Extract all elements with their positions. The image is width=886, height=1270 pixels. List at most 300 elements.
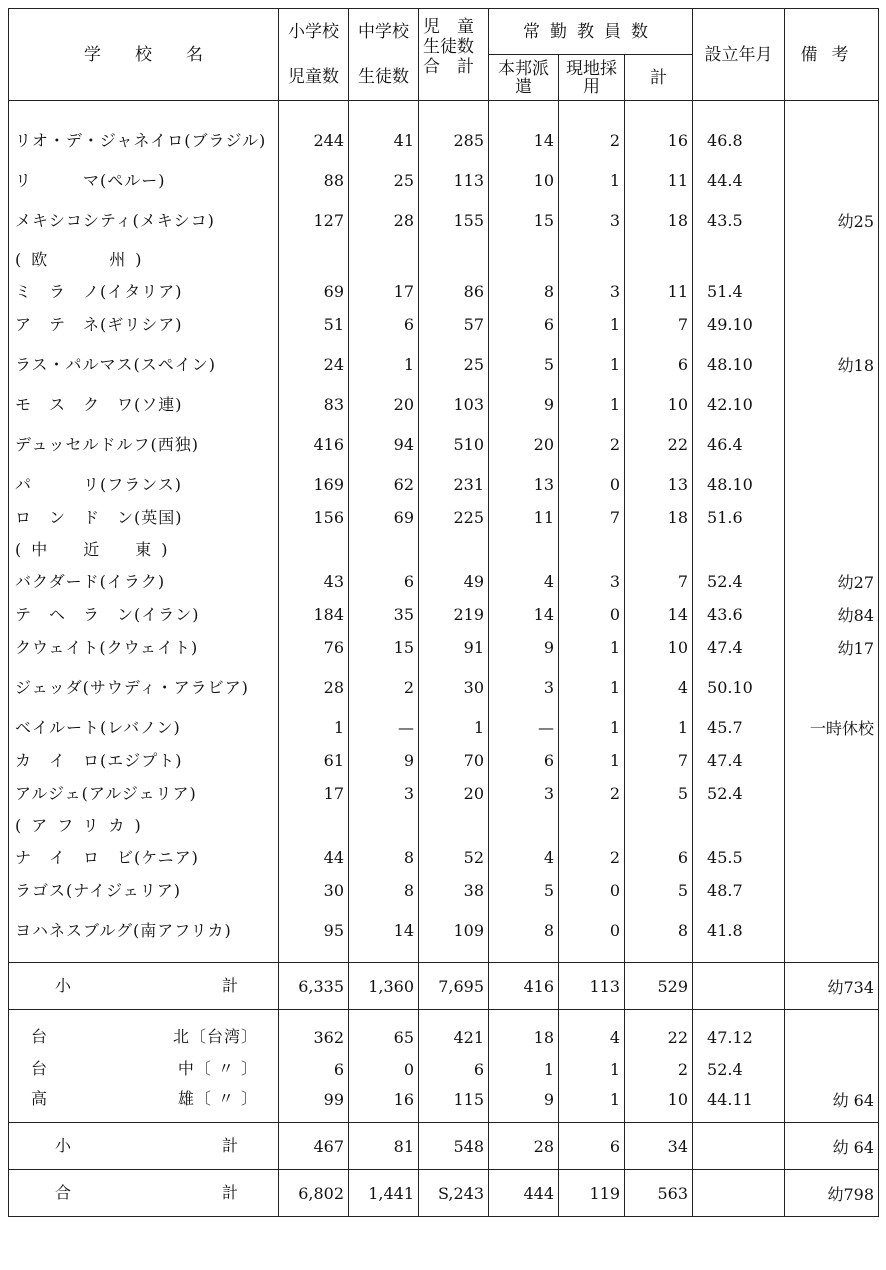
school-name-wrap xyxy=(15,1090,278,1108)
cell-local: 3 xyxy=(559,197,625,244)
cell-dispatched: 14 xyxy=(489,598,559,631)
header-total-a: 児 童 xyxy=(423,17,474,37)
grand-total-row xyxy=(9,1170,879,1217)
cell-total: 231 xyxy=(419,468,489,501)
cell-established xyxy=(693,1123,785,1170)
table-row xyxy=(9,874,879,907)
subtotal-row-label-a: 小 xyxy=(55,976,72,995)
header-local: 現地採用 xyxy=(559,55,625,101)
cell-note xyxy=(785,275,879,308)
cell-elementary: 467 xyxy=(279,1123,349,1170)
cell-note: 幼17 xyxy=(785,631,879,664)
cell-junior: 41 xyxy=(349,101,419,165)
cell-note xyxy=(785,421,879,468)
cell-junior: 25 xyxy=(349,164,419,197)
empty-cell xyxy=(419,244,489,275)
cell-note xyxy=(785,744,879,777)
cell-teachers: 10 xyxy=(625,1084,693,1123)
cell-teachers: 6 xyxy=(625,341,693,388)
cell-local: 1 xyxy=(559,664,625,711)
empty-cell xyxy=(279,810,349,841)
cell-local: 2 xyxy=(559,101,625,165)
cell-local: 4 xyxy=(559,1010,625,1055)
school-name: クウェイト(クウェイト) xyxy=(9,631,279,664)
cell-teachers: 16 xyxy=(625,101,693,165)
empty-cell xyxy=(419,534,489,565)
table-row xyxy=(9,744,879,777)
school-name-a: 台 xyxy=(31,1059,49,1078)
cell-teachers: 10 xyxy=(625,631,693,664)
cell-junior: 62 xyxy=(349,468,419,501)
cell-established: 51.6 xyxy=(693,501,785,534)
cell-local: 3 xyxy=(559,275,625,308)
cell-established xyxy=(693,1170,785,1217)
cell-dispatched: 9 xyxy=(489,1084,559,1123)
cell-local: 0 xyxy=(559,598,625,631)
table-row xyxy=(9,1084,879,1123)
school-name: リ マ(ペルー) xyxy=(9,164,279,197)
header-junior: 中学校 xyxy=(349,9,419,55)
cell-total: 20 xyxy=(419,777,489,810)
empty-cell xyxy=(785,810,879,841)
header-notes: 備考 xyxy=(785,9,879,101)
cell-dispatched: 444 xyxy=(489,1170,559,1217)
school-table xyxy=(8,8,879,1217)
subtotal-row-label-b: 計 xyxy=(221,976,238,995)
cell-teachers: 7 xyxy=(625,744,693,777)
header-junior-sub: 生徒数 xyxy=(349,55,419,101)
cell-note: 幼18 xyxy=(785,341,879,388)
table-row xyxy=(9,197,879,244)
empty-cell xyxy=(489,810,559,841)
cell-note: 幼27 xyxy=(785,565,879,598)
empty-cell xyxy=(693,534,785,565)
cell-teachers: 34 xyxy=(625,1123,693,1170)
cell-established: 48.7 xyxy=(693,874,785,907)
cell-local: 3 xyxy=(559,565,625,598)
cell-elementary: 51 xyxy=(279,308,349,341)
cell-note: 幼734 xyxy=(785,963,879,1010)
empty-cell xyxy=(693,244,785,275)
header-teachers-total: 計 xyxy=(625,55,693,101)
empty-cell xyxy=(625,810,693,841)
cell-elementary: 156 xyxy=(279,501,349,534)
cell-teachers: 11 xyxy=(625,164,693,197)
cell-total: 548 xyxy=(419,1123,489,1170)
grand-total-row-label-a: 合 xyxy=(55,1183,72,1202)
table-row xyxy=(9,388,879,421)
school-name: ナ イ ロ ビ(ケニア) xyxy=(9,841,279,874)
grand-total-row-label-wrap xyxy=(9,1184,278,1202)
school-name xyxy=(9,1010,279,1055)
school-name xyxy=(9,1054,279,1084)
cell-elementary: 69 xyxy=(279,275,349,308)
cell-established: 45.5 xyxy=(693,841,785,874)
empty-cell xyxy=(625,244,693,275)
cell-established: 43.6 xyxy=(693,598,785,631)
cell-dispatched: 15 xyxy=(489,197,559,244)
cell-dispatched: 4 xyxy=(489,565,559,598)
cell-total: 57 xyxy=(419,308,489,341)
cell-note: 幼 64 xyxy=(785,1084,879,1123)
cell-total: 86 xyxy=(419,275,489,308)
school-name: アルジェ(アルジェリア) xyxy=(9,777,279,810)
cell-junior: 1,360 xyxy=(349,963,419,1010)
cell-established: 46.4 xyxy=(693,421,785,468)
cell-total: 38 xyxy=(419,874,489,907)
empty-cell xyxy=(349,244,419,275)
school-name: ラゴス(ナイジェリア) xyxy=(9,874,279,907)
cell-established: 44.11 xyxy=(693,1084,785,1123)
cell-teachers: 563 xyxy=(625,1170,693,1217)
header-elementary: 小学校 xyxy=(279,9,349,55)
school-name-b: 中〔 〃 〕 xyxy=(177,1059,258,1078)
cell-note xyxy=(785,501,879,534)
region-row xyxy=(9,810,879,841)
cell-junior: 17 xyxy=(349,275,419,308)
table-row xyxy=(9,598,879,631)
cell-total: 109 xyxy=(419,907,489,963)
cell-total: 421 xyxy=(419,1010,489,1055)
cell-note xyxy=(785,101,879,165)
cell-dispatched: — xyxy=(489,711,559,744)
cell-total: 219 xyxy=(419,598,489,631)
cell-established xyxy=(693,963,785,1010)
table-row xyxy=(9,1054,879,1084)
region-label: (中 近 東) xyxy=(9,534,279,565)
cell-total: 52 xyxy=(419,841,489,874)
cell-note xyxy=(785,874,879,907)
cell-dispatched: 3 xyxy=(489,777,559,810)
table-header xyxy=(9,9,879,101)
cell-established: 52.4 xyxy=(693,777,785,810)
cell-dispatched: 6 xyxy=(489,744,559,777)
region-row xyxy=(9,534,879,565)
cell-dispatched: 18 xyxy=(489,1010,559,1055)
cell-dispatched: 8 xyxy=(489,275,559,308)
cell-established: 52.4 xyxy=(693,565,785,598)
cell-junior: 35 xyxy=(349,598,419,631)
school-name: モ ス ク ワ(ソ連) xyxy=(9,388,279,421)
header-dispatched: 本邦派遣 xyxy=(489,55,559,101)
cell-note: 一時休校 xyxy=(785,711,879,744)
cell-junior: 16 xyxy=(349,1084,419,1123)
school-name: テ ヘ ラ ン(イラン) xyxy=(9,598,279,631)
table-body xyxy=(9,101,879,1217)
cell-established: 43.5 xyxy=(693,197,785,244)
table-row xyxy=(9,308,879,341)
header-total-c: 合 計 xyxy=(423,57,474,77)
cell-total: 103 xyxy=(419,388,489,421)
header-teachers: 常勤教員数 xyxy=(489,9,693,55)
empty-cell xyxy=(419,810,489,841)
cell-junior: 6 xyxy=(349,308,419,341)
subtotal2-row xyxy=(9,1123,879,1170)
cell-teachers: 529 xyxy=(625,963,693,1010)
school-name: メキシコシティ(メキシコ) xyxy=(9,197,279,244)
cell-elementary: 127 xyxy=(279,197,349,244)
cell-dispatched: 416 xyxy=(489,963,559,1010)
cell-dispatched: 6 xyxy=(489,308,559,341)
cell-teachers: 4 xyxy=(625,664,693,711)
cell-note xyxy=(785,664,879,711)
school-name-wrap xyxy=(15,1028,278,1046)
cell-local: 1 xyxy=(559,164,625,197)
cell-junior: 81 xyxy=(349,1123,419,1170)
cell-junior: 2 xyxy=(349,664,419,711)
grand-total-row-label xyxy=(9,1170,279,1217)
cell-local: 2 xyxy=(559,421,625,468)
cell-teachers: 1 xyxy=(625,711,693,744)
empty-cell xyxy=(625,534,693,565)
table-row xyxy=(9,565,879,598)
cell-teachers: 13 xyxy=(625,468,693,501)
header-total xyxy=(419,9,489,101)
cell-total: 115 xyxy=(419,1084,489,1123)
cell-junior: 14 xyxy=(349,907,419,963)
empty-cell xyxy=(489,534,559,565)
table-row xyxy=(9,101,879,165)
cell-local: 6 xyxy=(559,1123,625,1170)
cell-elementary: 95 xyxy=(279,907,349,963)
cell-junior: 0 xyxy=(349,1054,419,1084)
cell-dispatched: 13 xyxy=(489,468,559,501)
cell-junior: 6 xyxy=(349,565,419,598)
cell-dispatched: 14 xyxy=(489,101,559,165)
cell-junior: 94 xyxy=(349,421,419,468)
school-name: バクダード(イラク) xyxy=(9,565,279,598)
cell-junior: 9 xyxy=(349,744,419,777)
cell-local: 1 xyxy=(559,744,625,777)
cell-elementary: 17 xyxy=(279,777,349,810)
cell-local: 119 xyxy=(559,1170,625,1217)
cell-note xyxy=(785,777,879,810)
cell-local: 1 xyxy=(559,1084,625,1123)
table-row xyxy=(9,711,879,744)
cell-local: 1 xyxy=(559,631,625,664)
cell-elementary: 44 xyxy=(279,841,349,874)
cell-established: 48.10 xyxy=(693,341,785,388)
empty-cell xyxy=(693,810,785,841)
cell-junior: 20 xyxy=(349,388,419,421)
subtotal-row-label xyxy=(9,963,279,1010)
cell-teachers: 22 xyxy=(625,1010,693,1055)
cell-elementary: 28 xyxy=(279,664,349,711)
cell-elementary: 24 xyxy=(279,341,349,388)
cell-teachers: 5 xyxy=(625,874,693,907)
cell-local: 1 xyxy=(559,341,625,388)
cell-total: 510 xyxy=(419,421,489,468)
cell-local: 113 xyxy=(559,963,625,1010)
cell-elementary: 169 xyxy=(279,468,349,501)
cell-note xyxy=(785,468,879,501)
cell-established: 45.7 xyxy=(693,711,785,744)
table-row xyxy=(9,907,879,963)
cell-local: 1 xyxy=(559,711,625,744)
cell-established: 47.4 xyxy=(693,631,785,664)
subtotal-row xyxy=(9,963,879,1010)
cell-elementary: 244 xyxy=(279,101,349,165)
cell-elementary: 88 xyxy=(279,164,349,197)
cell-junior: 8 xyxy=(349,874,419,907)
cell-teachers: 14 xyxy=(625,598,693,631)
cell-total: 91 xyxy=(419,631,489,664)
cell-teachers: 11 xyxy=(625,275,693,308)
table-row xyxy=(9,501,879,534)
cell-total: 225 xyxy=(419,501,489,534)
cell-total: 113 xyxy=(419,164,489,197)
cell-teachers: 5 xyxy=(625,777,693,810)
cell-teachers: 7 xyxy=(625,565,693,598)
cell-established: 47.12 xyxy=(693,1010,785,1055)
cell-elementary: 43 xyxy=(279,565,349,598)
cell-note xyxy=(785,308,879,341)
school-name: デュッセルドルフ(西独) xyxy=(9,421,279,468)
header-school-name: 学校名 xyxy=(9,9,279,101)
school-name: ア テ ネ(ギリシア) xyxy=(9,308,279,341)
cell-established: 48.10 xyxy=(693,468,785,501)
cell-note xyxy=(785,164,879,197)
cell-elementary: 6 xyxy=(279,1054,349,1084)
subtotal-row-label-wrap xyxy=(9,977,278,995)
table-row xyxy=(9,275,879,308)
header-established: 設立年月 xyxy=(693,9,785,101)
subtotal2-row-label-wrap xyxy=(9,1137,278,1155)
cell-teachers: 18 xyxy=(625,501,693,534)
cell-total: 49 xyxy=(419,565,489,598)
cell-note: 幼 64 xyxy=(785,1123,879,1170)
cell-local: 0 xyxy=(559,874,625,907)
cell-dispatched: 5 xyxy=(489,874,559,907)
school-name: ラス・パルマス(スペイン) xyxy=(9,341,279,388)
school-name: ヨハネスブルグ(南アフリカ) xyxy=(9,907,279,963)
cell-local: 7 xyxy=(559,501,625,534)
cell-elementary: 76 xyxy=(279,631,349,664)
cell-note: 幼84 xyxy=(785,598,879,631)
cell-established: 42.10 xyxy=(693,388,785,421)
table-row xyxy=(9,421,879,468)
cell-total: S,243 xyxy=(419,1170,489,1217)
cell-junior: 8 xyxy=(349,841,419,874)
cell-teachers: 8 xyxy=(625,907,693,963)
cell-dispatched: 20 xyxy=(489,421,559,468)
cell-teachers: 22 xyxy=(625,421,693,468)
cell-note: 幼25 xyxy=(785,197,879,244)
cell-note xyxy=(785,907,879,963)
cell-dispatched: 9 xyxy=(489,631,559,664)
empty-cell xyxy=(785,244,879,275)
cell-elementary: 61 xyxy=(279,744,349,777)
empty-cell xyxy=(349,534,419,565)
table-row xyxy=(9,664,879,711)
cell-dispatched: 11 xyxy=(489,501,559,534)
empty-cell xyxy=(559,534,625,565)
table-row xyxy=(9,841,879,874)
school-name-a: 台 xyxy=(31,1027,49,1046)
cell-total: 30 xyxy=(419,664,489,711)
cell-local: 0 xyxy=(559,468,625,501)
table-row xyxy=(9,631,879,664)
school-name: ベイルート(レバノン) xyxy=(9,711,279,744)
cell-elementary: 184 xyxy=(279,598,349,631)
cell-note xyxy=(785,1054,879,1084)
cell-dispatched: 28 xyxy=(489,1123,559,1170)
school-name: ミ ラ ノ(イタリア) xyxy=(9,275,279,308)
cell-total: 1 xyxy=(419,711,489,744)
empty-cell xyxy=(489,244,559,275)
cell-elementary: 416 xyxy=(279,421,349,468)
cell-note: 幼798 xyxy=(785,1170,879,1217)
school-name: ジェッダ(サウディ・アラビア) xyxy=(9,664,279,711)
cell-total: 6 xyxy=(419,1054,489,1084)
header-total-b: 生徒数 xyxy=(423,37,474,57)
cell-local: 0 xyxy=(559,907,625,963)
cell-established: 52.4 xyxy=(693,1054,785,1084)
school-name: カ イ ロ(エジプト) xyxy=(9,744,279,777)
subtotal2-row-label-b: 計 xyxy=(221,1136,238,1155)
cell-local: 2 xyxy=(559,841,625,874)
empty-cell xyxy=(559,810,625,841)
cell-elementary: 83 xyxy=(279,388,349,421)
region-label: (欧 州) xyxy=(9,244,279,275)
cell-junior: 3 xyxy=(349,777,419,810)
cell-elementary: 99 xyxy=(279,1084,349,1123)
grand-total-row-label-b: 計 xyxy=(221,1183,238,1202)
cell-dispatched: 3 xyxy=(489,664,559,711)
cell-total: 25 xyxy=(419,341,489,388)
cell-local: 2 xyxy=(559,777,625,810)
empty-cell xyxy=(559,244,625,275)
cell-elementary: 30 xyxy=(279,874,349,907)
school-name-b: 北〔台湾〕 xyxy=(172,1027,258,1046)
cell-elementary: 362 xyxy=(279,1010,349,1055)
subtotal2-row-label-a: 小 xyxy=(55,1136,72,1155)
cell-total: 70 xyxy=(419,744,489,777)
cell-total: 7,695 xyxy=(419,963,489,1010)
cell-junior: — xyxy=(349,711,419,744)
cell-junior: 15 xyxy=(349,631,419,664)
cell-teachers: 6 xyxy=(625,841,693,874)
cell-local: 1 xyxy=(559,308,625,341)
cell-junior: 28 xyxy=(349,197,419,244)
cell-established: 47.4 xyxy=(693,744,785,777)
table-row xyxy=(9,1010,879,1055)
cell-established: 44.4 xyxy=(693,164,785,197)
empty-cell xyxy=(279,534,349,565)
school-name xyxy=(9,1084,279,1123)
cell-established: 49.10 xyxy=(693,308,785,341)
cell-junior: 69 xyxy=(349,501,419,534)
table-row xyxy=(9,468,879,501)
cell-total: 155 xyxy=(419,197,489,244)
cell-elementary: 1 xyxy=(279,711,349,744)
empty-cell xyxy=(349,810,419,841)
cell-dispatched: 9 xyxy=(489,388,559,421)
school-name: パ リ(フランス) xyxy=(9,468,279,501)
school-name-a: 高 xyxy=(31,1089,49,1108)
region-row xyxy=(9,244,879,275)
table-row xyxy=(9,164,879,197)
cell-dispatched: 4 xyxy=(489,841,559,874)
school-name-wrap xyxy=(15,1060,278,1078)
cell-teachers: 18 xyxy=(625,197,693,244)
empty-cell xyxy=(785,534,879,565)
empty-cell xyxy=(279,244,349,275)
cell-local: 1 xyxy=(559,1054,625,1084)
cell-teachers: 2 xyxy=(625,1054,693,1084)
cell-elementary: 6,802 xyxy=(279,1170,349,1217)
cell-local: 1 xyxy=(559,388,625,421)
